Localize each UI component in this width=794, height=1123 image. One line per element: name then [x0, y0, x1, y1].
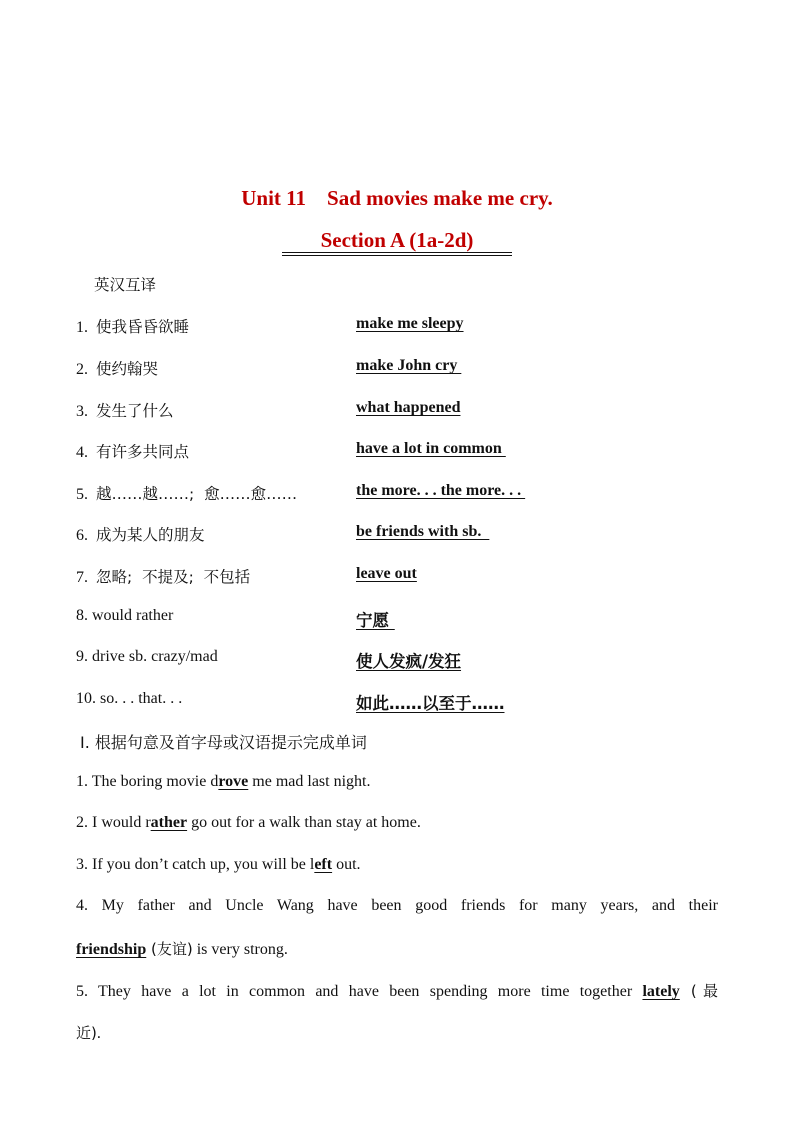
vocab-answer: 如此……以至于……	[356, 694, 505, 713]
vocab-answer: 宁愿	[356, 611, 395, 630]
section-heading: Ⅰ. 根据句意及首字母或汉语提示完成单词	[80, 733, 367, 752]
answer-word: rove	[218, 773, 249, 790]
subtitle-underline	[282, 252, 512, 253]
vocab-prompt: 7. 忽略; 不提及; 不包括	[76, 568, 251, 586]
vocab-answer: what happened	[356, 399, 461, 416]
vocab-row	[76, 565, 716, 589]
vocab-prompt: 8. would rather	[76, 607, 174, 624]
vocab-row	[76, 523, 716, 547]
vocab-heading: 英汉互译	[94, 276, 157, 294]
vocab-prompt: 2. 使约翰哭	[76, 360, 159, 378]
answer-word: eft	[314, 856, 333, 873]
question-2: 2. I would rather go out for a walk than stay at home.	[76, 814, 421, 831]
vocab-answer: leave out	[356, 565, 417, 582]
vocab-row	[76, 399, 716, 423]
vocab-prompt: 4. 有许多共同点	[76, 443, 190, 461]
question-5-line-2: 近).	[76, 1024, 101, 1042]
vocab-row	[76, 440, 716, 464]
vocab-answer: make John cry	[356, 357, 462, 374]
subtitle-underline-double	[282, 255, 512, 256]
unit-title: Unit 11 Sad movies make me cry.	[241, 186, 553, 210]
answer-word: friendship	[76, 941, 147, 958]
vocab-answer: be friends with sb.	[356, 523, 490, 540]
vocab-row	[76, 690, 716, 714]
vocab-answer: make me sleepy	[356, 315, 464, 332]
vocab-row	[76, 482, 716, 506]
vocab-prompt: 1. 使我昏昏欲睡	[76, 318, 190, 336]
vocab-prompt: 3. 发生了什么	[76, 402, 174, 420]
vocab-answer: the more. . . the more. . .	[356, 482, 526, 499]
vocab-answer: have a lot in common	[356, 440, 506, 457]
vocab-prompt: 10. so. . . that. . .	[76, 690, 183, 707]
vocab-row	[76, 315, 716, 339]
section-subtitle: Section A (1a-2d)	[320, 228, 474, 252]
vocab-answer: 使人发疯/发狂	[356, 652, 462, 671]
answer-word: lately	[642, 983, 680, 1000]
question-3: 3. If you don’t catch up, you will be left out.	[76, 856, 361, 873]
section-subtitle-block	[282, 228, 512, 253]
question-4-line-2: friendship (友谊) is very strong.	[76, 940, 288, 958]
vocab-row	[76, 607, 716, 631]
vocab-row	[76, 357, 716, 381]
answer-word: ather	[150, 814, 188, 831]
question-1: 1. The boring movie drove me mad last night.	[76, 773, 371, 790]
question-5-line-1: 5. They have a lot in common and have been spending more time together lately (最	[76, 982, 719, 1000]
vocab-row	[76, 648, 716, 672]
vocab-prompt: 9. drive sb. crazy/mad	[76, 648, 218, 665]
vocab-prompt: 6. 成为某人的朋友	[76, 526, 205, 544]
vocab-prompt: 5. 越……越……; 愈……愈……	[76, 485, 298, 503]
question-4-line-1: 4. My father and Uncle Wang have been good friends for many years, and their	[76, 897, 718, 914]
